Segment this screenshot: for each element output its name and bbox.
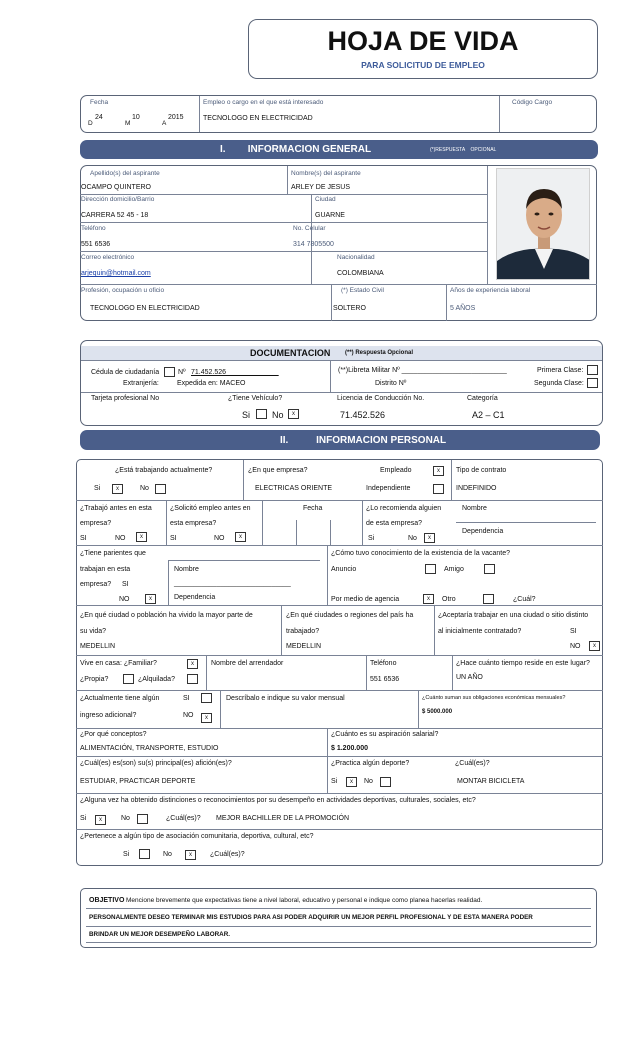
divider: [262, 500, 263, 545]
parientes-question-1: ¿Tiene parientes que: [80, 550, 146, 557]
divider: [199, 96, 200, 132]
cedula-value: 71.452.526 _____________: [191, 369, 279, 376]
solicito-no-checkbox[interactable]: x: [235, 532, 246, 542]
deporte-si-checkbox[interactable]: x: [346, 777, 357, 787]
aspiracion-value: $ 1.200.000: [331, 745, 368, 752]
asociacion-no-label: No: [163, 851, 172, 858]
divider: [451, 460, 452, 500]
empleado-checkbox[interactable]: x: [433, 466, 444, 476]
recomienda-si-label: Si: [368, 535, 375, 542]
ciudad-label: Ciudad: [315, 196, 336, 203]
divider: [76, 728, 603, 729]
cedula-label: Cédula de ciudadanía: [91, 369, 160, 376]
categoria-value: A2 – C1: [472, 410, 505, 420]
celular-label: No. Celular: [293, 225, 326, 232]
distinciones-no-label: No: [121, 815, 130, 822]
telefono-label: Teléfono: [81, 225, 106, 232]
nacionalidad-value: COLOMBIANA: [337, 270, 384, 277]
deporte-question: ¿Practica algún deporte?: [331, 760, 410, 767]
estado-label: (*) Estado Civil: [341, 287, 384, 294]
asociacion-no-checkbox[interactable]: x: [185, 850, 196, 860]
otro-checkbox[interactable]: [483, 594, 494, 604]
segunda-clase-checkbox[interactable]: [587, 378, 598, 388]
objetivo-line-1: PERSONALMENTE DESEO TERMINAR MIS ESTUDIOS PARA ASI PODER ADQUIRIR UN MEJOR PERFIL PROFESIONAL Y DE ESTA MANERA PODER: [89, 914, 533, 921]
ciudad-vivido-question-1: ¿En qué ciudad o población ha vivido la mayor parte de: [80, 612, 253, 619]
distrito-label: Distrito Nº: [375, 380, 407, 387]
describalo-label: Descríbalo e indique su valor mensual: [226, 695, 345, 702]
estado-value: SOLTERO: [333, 305, 366, 312]
fecha-label: Fecha: [90, 99, 109, 106]
parientes-question-2: trabajan en esta: [80, 566, 131, 573]
parientes-no-checkbox[interactable]: x: [145, 594, 156, 604]
month-value: 10: [132, 114, 140, 121]
divider: [487, 166, 488, 284]
section-personal-title: II. INFORMACION PERSONAL: [280, 435, 447, 446]
applicant-photo-svg: [497, 169, 590, 280]
divider: [362, 500, 363, 545]
aficiones-question: ¿Cuál(es) es(son) su(s) principal(es) afición(es)?: [80, 760, 232, 767]
aficiones-value: ESTUDIAR, PRACTICAR DEPORTE: [80, 778, 196, 785]
day-value: 24: [95, 114, 103, 121]
divider: [76, 829, 603, 830]
divider: [80, 284, 597, 285]
divider: [76, 690, 603, 691]
divider: [296, 520, 297, 545]
ingreso-question-1: ¿Actualmente tiene algún: [80, 695, 160, 702]
divider: [456, 522, 596, 523]
categoria-label: Categoría: [467, 395, 498, 402]
divider: [331, 284, 332, 321]
trabajo-antes-question-2: empresa?: [80, 520, 112, 527]
experiencia-value: 5 AÑOS: [450, 305, 476, 312]
distinciones-cuales-label: ¿Cuál(es)?: [166, 815, 201, 822]
recomienda-no-label: No: [408, 535, 417, 542]
divider: [327, 756, 328, 793]
objetivo-line-2: BRINDAR UN MEJOR DESEMPEÑO LABORAR.: [89, 931, 230, 938]
divider: [80, 251, 487, 252]
divider: [327, 728, 328, 756]
extranjeria-label: Extranjería:: [123, 380, 159, 387]
distinciones-si-checkbox[interactable]: x: [95, 815, 106, 825]
divider: [86, 926, 591, 927]
solicito-question-1: ¿Solicitó empleo antes en: [170, 505, 251, 512]
parientes-underline: ______________________________: [174, 580, 291, 587]
ingreso-si-label: SI: [183, 695, 190, 702]
deporte-value: MONTAR BICICLETA: [457, 778, 525, 785]
objetivo-prompt: Mencione brevemente que expectativas tiene a nivel laboral, educativo y personal e indique como planea hacerlas realidad.: [126, 897, 483, 904]
objetivo-label: OBJETIVO: [89, 897, 125, 904]
aceptaria-si-label: SI: [570, 628, 577, 635]
vehiculo-si-checkbox[interactable]: [256, 409, 267, 419]
nacionalidad-label: Nacionalidad: [337, 254, 375, 261]
applicant-photo: [496, 168, 590, 280]
cedula-checkbox[interactable]: [164, 367, 175, 377]
section-general-note: (*)RESPUESTA OPCIONAL: [430, 147, 497, 153]
correo-value[interactable]: arjequin@hotmail.com: [81, 270, 151, 277]
trabajando-si-label: Si: [94, 485, 101, 492]
obligaciones-question: ¿Cuánto suman sus obligaciones económicas mensuales?: [422, 695, 566, 701]
a-letter: A: [162, 120, 167, 127]
divider: [76, 756, 603, 757]
profesion-value: TECNOLOGO EN ELECTRICIDAD: [90, 305, 200, 312]
distinciones-no-checkbox[interactable]: [137, 814, 148, 824]
divider: [330, 361, 331, 392]
trabajo-antes-no-label: NO: [115, 535, 126, 542]
page-title: HOJA DE VIDA: [327, 26, 519, 56]
asociacion-si-checkbox[interactable]: [139, 849, 150, 859]
divider: [81, 392, 602, 393]
divider: [81, 360, 602, 361]
parientes-no-label: NO: [119, 596, 130, 603]
ciudad-trabajado-value: MEDELLIN: [286, 643, 322, 650]
ciudad-vivido-question-2: su vida?: [80, 628, 107, 635]
tipo-contrato-label: Tipo de contrato: [456, 467, 507, 474]
recomienda-no-checkbox[interactable]: x: [424, 533, 435, 543]
licencia-label: Licencia de Conducción No.: [337, 395, 425, 402]
profesion-label: Profesión, ocupación u oficio: [81, 287, 165, 294]
vehiculo-si-label: Si: [242, 410, 251, 420]
divider: [86, 908, 591, 909]
libreta-label: (**)Libreta Militar Nº ___________________________: [338, 367, 507, 374]
aceptaria-no-checkbox[interactable]: x: [589, 641, 600, 651]
distinciones-si-label: Si: [80, 815, 87, 822]
recomienda-dependencia-label: Dependencia: [462, 528, 504, 535]
divider: [446, 284, 447, 321]
familiar-checkbox[interactable]: x: [187, 659, 198, 669]
trabajando-si-checkbox[interactable]: x: [112, 484, 123, 494]
divider: [418, 690, 419, 728]
documentacion-header-bg: [81, 346, 602, 360]
divider: [327, 545, 328, 605]
ciudad-value: GUARNE: [315, 212, 345, 219]
propia-checkbox[interactable]: [123, 674, 134, 684]
ingreso-si-checkbox[interactable]: [201, 693, 212, 703]
divider: [76, 545, 603, 546]
expedida-label: Expedida en: MACEO: [177, 380, 246, 387]
amigo-checkbox[interactable]: [484, 564, 495, 574]
agencia-checkbox[interactable]: x: [423, 594, 434, 604]
divider: [281, 605, 282, 655]
celular-value: 314 7805500: [293, 241, 334, 248]
year-value: 2015: [168, 114, 184, 121]
divider: [452, 655, 453, 690]
parientes-question-3: empresa?: [80, 581, 112, 588]
codigo-label: Código Cargo: [512, 99, 553, 106]
asociacion-cuales-label: ¿Cuál(es)?: [210, 851, 245, 858]
otro-label: Otro: [442, 596, 456, 603]
trabajando-no-label: No: [140, 485, 149, 492]
asociacion-si-label: Si: [123, 851, 130, 858]
divider: [80, 222, 487, 223]
divider: [206, 655, 207, 690]
conceptos-value: ALIMENTACIÓN, TRANSPORTE, ESTUDIO: [80, 745, 219, 752]
divider: [166, 500, 167, 545]
solicito-question-2: esta empresa?: [170, 520, 217, 527]
nombre-value: ARLEY DE JESUS: [291, 184, 351, 191]
empleo-value: TECNOLOGO EN ELECTRICIDAD: [203, 115, 313, 122]
divider: [434, 605, 435, 655]
divider: [76, 655, 603, 656]
hace-cuanto-value: UN AÑO: [456, 674, 483, 681]
documentacion-title: DOCUMENTACION: [250, 348, 331, 358]
primera-clase-label: Primera Clase:: [537, 367, 584, 374]
correo-label: Correo electrónico: [81, 254, 135, 261]
ingreso-no-label: NO: [183, 712, 194, 719]
trabajando-question: ¿Está trabajando actualmente?: [115, 467, 213, 474]
experiencia-label: Años de experiencia laboral: [450, 287, 531, 294]
amigo-label: Amigo: [444, 566, 464, 573]
parientes-dependencia-label: Dependencia: [174, 594, 216, 601]
apellido-value: OCAMPO QUINTERO: [81, 184, 152, 191]
divider: [80, 194, 487, 195]
trabajo-antes-question-1: ¿Trabajó antes en esta: [80, 505, 152, 512]
empresa-value: ELECTRICAS ORIENTE: [255, 485, 333, 492]
divider: [311, 194, 312, 284]
solicito-si-label: SI: [170, 535, 177, 542]
aceptaria-question-2: al inicialmente contratado?: [438, 628, 522, 635]
cedula-no-label: Nº: [178, 369, 186, 376]
agencia-label: Por medio de agencia: [331, 596, 400, 603]
divider: [499, 96, 500, 132]
divider: [330, 520, 331, 545]
trabajo-antes-no-checkbox[interactable]: x: [136, 532, 147, 542]
aspiracion-question: ¿Cuánto es su aspiración salarial?: [331, 731, 439, 738]
tipo-contrato-value: INDEFINIDO: [456, 485, 497, 492]
aceptaria-question-1: ¿Aceptaría trabajar en una ciudad o sitio distinto: [438, 612, 589, 619]
vehiculo-no-checkbox[interactable]: x: [288, 409, 299, 419]
parientes-si-label: SI: [122, 581, 129, 588]
divider: [86, 942, 591, 943]
empleo-label: Empleo o cargo en el que está interesado: [203, 99, 324, 106]
divider: [366, 655, 367, 690]
arrendador-telefono-label: Teléfono: [370, 660, 397, 667]
conocimiento-question: ¿Cómo tuvo conocimiento de la existencia de la vacante?: [331, 550, 510, 557]
vehiculo-no-label: No: [272, 410, 284, 420]
direccion-value: CARRERA 52 45 - 18: [81, 212, 149, 219]
divider: [287, 166, 288, 194]
alquilada-label: ¿Alquilada?: [138, 676, 175, 683]
parientes-nombre-label: Nombre: [174, 566, 199, 573]
primera-clase-checkbox[interactable]: [587, 365, 598, 375]
tarjeta-label: Tarjeta profesional No: [91, 395, 160, 402]
fecha-label: Fecha: [303, 505, 323, 512]
conceptos-question: ¿Por qué conceptos?: [80, 731, 147, 738]
alquilada-checkbox[interactable]: [187, 674, 198, 684]
empleado-label: Empleado: [380, 467, 412, 474]
divider: [220, 690, 221, 728]
asociacion-question: ¿Pertenece a algún tipo de asociación comunitaria, deportiva, cultural, etc?: [80, 833, 314, 840]
empresa-question: ¿En que empresa?: [248, 467, 308, 474]
d-letter: D: [88, 120, 93, 127]
documentacion-note: (**) Respuesta Opcional: [345, 350, 414, 356]
deporte-no-checkbox[interactable]: [380, 777, 391, 787]
hace-cuanto-question: ¿Hace cuánto tiempo reside en este lugar?: [456, 660, 590, 667]
section-general-title: I. INFORMACION GENERAL: [220, 144, 372, 155]
arrendador-label: Nombre del arrendador: [211, 660, 284, 667]
anuncio-checkbox[interactable]: [425, 564, 436, 574]
divider: [243, 460, 244, 500]
nombre-label: Nombre(s) del aspirante: [291, 170, 361, 177]
divider: [76, 793, 603, 794]
cual-label: ¿Cuál?: [513, 596, 536, 603]
apellido-label: Apellido(s) del aspirante: [90, 170, 160, 177]
recomienda-nombre-label: Nombre: [462, 505, 487, 512]
independiente-label: Independiente: [366, 485, 411, 492]
vive-question: Vive en casa: ¿Familiar?: [80, 660, 157, 667]
obligaciones-value: $ 5000.000: [422, 709, 453, 715]
propia-label: ¿Propia?: [80, 676, 109, 683]
ingreso-no-checkbox[interactable]: x: [201, 713, 212, 723]
anuncio-label: Anuncio: [331, 566, 357, 573]
recomienda-question-1: ¿Lo recomienda alguien: [366, 505, 442, 512]
deporte-no-label: No: [364, 778, 373, 785]
arrendador-telefono-value: 551 6536: [370, 676, 400, 683]
trabajo-antes-si-label: SI: [80, 535, 87, 542]
divider: [76, 500, 603, 501]
deporte-cuales-label: ¿Cuál(es)?: [455, 760, 490, 767]
distinciones-question: ¿Alguna vez ha obtenido distinciones o reconocimientos por su desempeño en actividades deportivas, culturales, sociales, etc?: [80, 797, 476, 804]
aceptaria-no-label: NO: [570, 643, 581, 650]
ciudad-vivido-value: MEDELLIN: [80, 643, 116, 650]
ingreso-question-2: ingreso adicional?: [80, 712, 137, 719]
page-subtitle: PARA SOLICITUD DE EMPLEO: [361, 60, 485, 70]
vehiculo-label: ¿Tiene Vehículo?: [228, 395, 283, 402]
recomienda-question-2: de esta empresa?: [366, 520, 423, 527]
independiente-checkbox[interactable]: [433, 484, 444, 494]
m-letter: M: [125, 120, 131, 127]
divider: [76, 605, 603, 606]
ciudad-trabajado-question-2: trabajado?: [286, 628, 320, 635]
solicito-no-label: NO: [214, 535, 225, 542]
segunda-clase-label: Segunda Clase:: [534, 380, 584, 387]
direccion-label: Dirección domicilio/Barrio: [81, 196, 155, 203]
trabajando-no-checkbox[interactable]: [155, 484, 166, 494]
telefono-value: 551 6536: [81, 241, 111, 248]
licencia-value: 71.452.526: [340, 410, 386, 420]
deporte-si-label: Si: [331, 778, 338, 785]
ciudad-trabajado-question-1: ¿En qué ciudades o regiones del país ha: [286, 612, 414, 619]
distinciones-value: MEJOR BACHILLER DE LA PROMOCIÓN: [216, 815, 350, 822]
